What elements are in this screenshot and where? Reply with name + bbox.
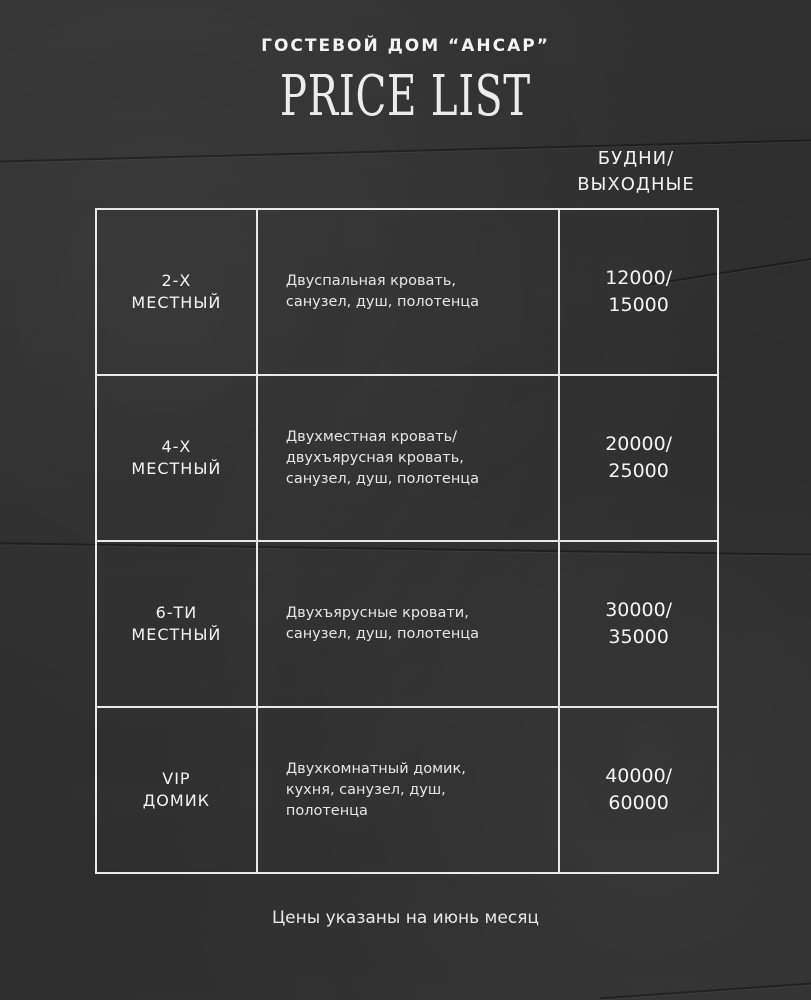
room-price-line: 25000 — [608, 460, 669, 482]
table-row — [96, 375, 718, 541]
table-row — [96, 541, 718, 707]
room-price-cell — [559, 541, 718, 707]
room-description-cell — [257, 541, 559, 707]
guest-house-name: ГОСТЕВОЙ ДОМ “АНСАР” — [261, 36, 550, 56]
room-description-line: Двуспальная кровать, — [285, 273, 457, 289]
room-description-cell — [257, 209, 559, 375]
room-description-line: двухъярусная кровать, — [285, 449, 464, 466]
room-description-line: полотенца — [285, 802, 368, 819]
price-table — [95, 208, 719, 874]
room-description-line: санузел, душ, полотенца — [285, 294, 480, 310]
room-type-line: МЕСТНЫЙ — [131, 459, 222, 478]
room-type-cell — [96, 209, 257, 375]
price-column-header-line: ВЫХОДНЫЕ — [577, 174, 695, 195]
room-description-line: санузел, душ, полотенца — [285, 470, 480, 487]
room-description-line: Двухместная кровать/ — [285, 428, 457, 445]
room-type-line: МЕСТНЫЙ — [131, 293, 222, 312]
room-type-line: ДОМИК — [142, 791, 211, 810]
room-price-line: 15000 — [608, 294, 669, 316]
room-price-line: 20000/ — [605, 433, 673, 455]
room-type-line: 6-ТИ — [155, 603, 198, 622]
table-row — [96, 209, 718, 375]
room-type-cell — [96, 541, 257, 707]
room-description-line: санузел, душ, полотенца — [285, 626, 480, 642]
price-date-note: Цены указаны на июнь месяц — [271, 908, 539, 928]
table-row — [96, 707, 718, 873]
room-type-line: VIP — [162, 769, 191, 788]
room-price-line: 30000/ — [605, 599, 673, 621]
room-description-line: кухня, санузел, душ, — [285, 781, 446, 798]
room-description-line: Двухкомнатный домик, — [285, 760, 466, 777]
page-title: PRICE LIST — [279, 64, 531, 129]
room-price-line: 60000 — [608, 792, 669, 814]
room-price-line: 40000/ — [605, 765, 673, 787]
room-type-line: 2-Х — [161, 271, 192, 290]
room-type-cell — [96, 375, 257, 541]
room-price-cell — [559, 375, 718, 541]
room-price-cell — [559, 209, 718, 375]
paper-crease — [600, 983, 811, 1000]
room-description-cell — [257, 375, 559, 541]
room-price-line: 12000/ — [605, 267, 673, 289]
room-price-line: 35000 — [608, 626, 669, 648]
room-description-line: Двухъярусные кровати, — [285, 605, 469, 621]
price-column-header — [553, 146, 719, 198]
room-type-cell — [96, 707, 257, 873]
room-price-cell — [559, 707, 718, 873]
price-column-header-line: БУДНИ/ — [597, 148, 675, 169]
room-type-line: 4-Х — [161, 437, 192, 456]
room-type-line: МЕСТНЫЙ — [131, 625, 222, 644]
room-description-cell — [257, 707, 559, 873]
